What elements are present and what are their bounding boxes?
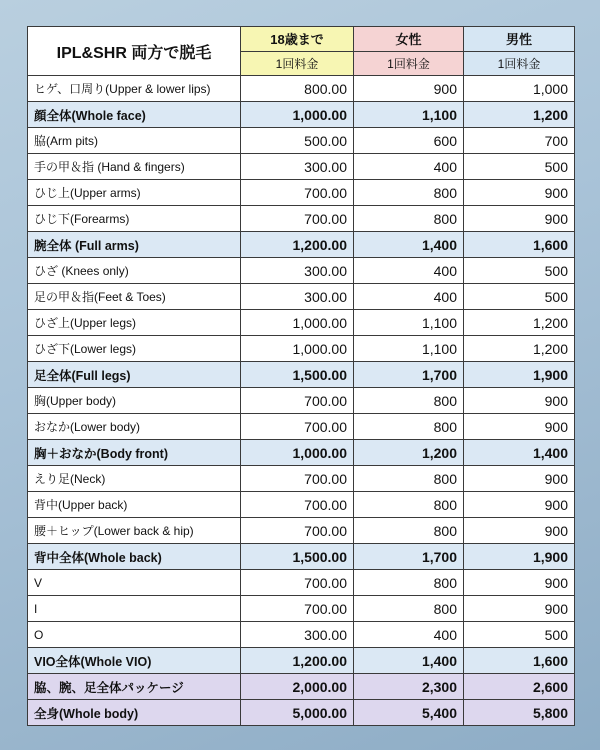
table-row (28, 570, 575, 596)
treatment-label: ひじ上(Upper arms) (28, 180, 241, 206)
treatment-label: 胸(Upper body) (28, 388, 241, 414)
price-male: 500 (464, 258, 575, 284)
table-row (28, 388, 575, 414)
price-under18: 1,000.00 (241, 440, 354, 466)
treatment-label: O (28, 622, 241, 648)
price-male: 1,200 (464, 102, 575, 128)
price-male: 1,600 (464, 648, 575, 674)
subtotal-row (28, 102, 575, 128)
table-row (28, 414, 575, 440)
subtotal-row (28, 440, 575, 466)
subtotal-row (28, 362, 575, 388)
price-male: 1,600 (464, 232, 575, 258)
column-header-male: 男性 (464, 27, 575, 52)
price-male: 1,200 (464, 336, 575, 362)
treatment-label: 全身(Whole body) (28, 700, 241, 726)
price-female: 800 (354, 466, 464, 492)
package-row (28, 674, 575, 700)
price-female: 400 (354, 258, 464, 284)
price-female: 1,100 (354, 310, 464, 336)
price-female: 800 (354, 414, 464, 440)
table-row (28, 622, 575, 648)
price-female: 5,400 (354, 700, 464, 726)
price-female: 800 (354, 206, 464, 232)
column-subheader-male: 1回料金 (464, 51, 575, 76)
price-female: 900 (354, 76, 464, 102)
price-female: 2,300 (354, 674, 464, 700)
price-male: 1,000 (464, 76, 575, 102)
table-row (28, 206, 575, 232)
table-row (28, 596, 575, 622)
treatment-label: 脇、腕、足全体パッケージ (28, 674, 241, 700)
price-under18: 5,000.00 (241, 700, 354, 726)
treatment-label: 足の甲＆指(Feet & Toes) (28, 284, 241, 310)
price-under18: 700.00 (241, 596, 354, 622)
table-row (28, 128, 575, 154)
price-male: 900 (464, 414, 575, 440)
treatment-label: 腕全体 (Full arms) (28, 232, 241, 258)
price-female: 1,700 (354, 544, 464, 570)
price-under18: 700.00 (241, 414, 354, 440)
treatment-label: 足全体(Full legs) (28, 362, 241, 388)
table-row (28, 336, 575, 362)
price-male: 1,900 (464, 362, 575, 388)
treatment-label: 手の甲＆指 (Hand & fingers) (28, 154, 241, 180)
subtotal-row (28, 648, 575, 674)
price-male: 700 (464, 128, 575, 154)
price-female: 1,400 (354, 648, 464, 674)
table-row (28, 258, 575, 284)
price-table (27, 26, 575, 726)
treatment-label: 背中全体(Whole back) (28, 544, 241, 570)
price-under18: 700.00 (241, 570, 354, 596)
price-female: 1,100 (354, 102, 464, 128)
treatment-label: ひざ (Knees only) (28, 258, 241, 284)
price-under18: 800.00 (241, 76, 354, 102)
price-under18: 300.00 (241, 622, 354, 648)
treatment-label: ひざ上(Upper legs) (28, 310, 241, 336)
treatment-label: おなか(Lower body) (28, 414, 241, 440)
price-female: 800 (354, 570, 464, 596)
price-under18: 1,000.00 (241, 310, 354, 336)
price-male: 500 (464, 154, 575, 180)
column-header-under18: 18歳まで (241, 27, 354, 52)
column-subheader-under18: 1回料金 (241, 51, 354, 76)
treatment-label: ひじ下(Forearms) (28, 206, 241, 232)
price-under18: 700.00 (241, 206, 354, 232)
table-row (28, 154, 575, 180)
price-male: 900 (464, 180, 575, 206)
subtotal-row (28, 544, 575, 570)
price-under18: 1,000.00 (241, 102, 354, 128)
package-row (28, 700, 575, 726)
price-female: 1,700 (354, 362, 464, 388)
price-male: 900 (464, 596, 575, 622)
price-male: 500 (464, 284, 575, 310)
column-header-female: 女性 (354, 27, 464, 52)
price-male: 500 (464, 622, 575, 648)
treatment-label: 胸＋おなか(Body front) (28, 440, 241, 466)
price-under18: 700.00 (241, 492, 354, 518)
price-under18: 1,200.00 (241, 648, 354, 674)
price-male: 1,200 (464, 310, 575, 336)
column-subheader-female: 1回料金 (354, 51, 464, 76)
treatment-label: 背中(Upper back) (28, 492, 241, 518)
price-under18: 1,500.00 (241, 544, 354, 570)
price-male: 900 (464, 570, 575, 596)
table-row (28, 492, 575, 518)
treatment-label: 腰＋ヒップ(Lower back & hip) (28, 518, 241, 544)
price-female: 800 (354, 180, 464, 206)
price-under18: 700.00 (241, 180, 354, 206)
price-female: 400 (354, 284, 464, 310)
price-male: 5,800 (464, 700, 575, 726)
price-under18: 1,500.00 (241, 362, 354, 388)
price-male: 1,400 (464, 440, 575, 466)
treatment-label: I (28, 596, 241, 622)
price-female: 1,400 (354, 232, 464, 258)
table-row (28, 466, 575, 492)
price-female: 600 (354, 128, 464, 154)
price-under18: 1,200.00 (241, 232, 354, 258)
price-male: 900 (464, 492, 575, 518)
treatment-label: えり足(Neck) (28, 466, 241, 492)
price-female: 800 (354, 492, 464, 518)
price-rows (28, 76, 575, 726)
price-female: 400 (354, 154, 464, 180)
table-row (28, 518, 575, 544)
price-female: 400 (354, 622, 464, 648)
price-under18: 700.00 (241, 388, 354, 414)
table-title: IPL&SHR 両方で脱毛 (28, 27, 241, 76)
table-row (28, 310, 575, 336)
price-under18: 1,000.00 (241, 336, 354, 362)
price-under18: 2,000.00 (241, 674, 354, 700)
price-male: 900 (464, 388, 575, 414)
price-female: 800 (354, 596, 464, 622)
price-female: 800 (354, 388, 464, 414)
price-female: 1,200 (354, 440, 464, 466)
price-sheet (27, 26, 574, 724)
treatment-label: 顔全体(Whole face) (28, 102, 241, 128)
price-male: 2,600 (464, 674, 575, 700)
price-female: 800 (354, 518, 464, 544)
price-female: 1,100 (354, 336, 464, 362)
treatment-label: ヒゲ、口周り(Upper & lower lips) (28, 76, 241, 102)
price-under18: 300.00 (241, 258, 354, 284)
price-male: 1,900 (464, 544, 575, 570)
price-under18: 700.00 (241, 518, 354, 544)
price-under18: 300.00 (241, 154, 354, 180)
price-male: 900 (464, 518, 575, 544)
table-row (28, 76, 575, 102)
treatment-label: V (28, 570, 241, 596)
price-male: 900 (464, 206, 575, 232)
price-under18: 300.00 (241, 284, 354, 310)
table-row (28, 180, 575, 206)
price-male: 900 (464, 466, 575, 492)
price-under18: 500.00 (241, 128, 354, 154)
price-under18: 700.00 (241, 466, 354, 492)
treatment-label: VIO全体(Whole VIO) (28, 648, 241, 674)
treatment-label: 脇(Arm pits) (28, 128, 241, 154)
subtotal-row (28, 232, 575, 258)
treatment-label: ひざ下(Lower legs) (28, 336, 241, 362)
table-row (28, 284, 575, 310)
